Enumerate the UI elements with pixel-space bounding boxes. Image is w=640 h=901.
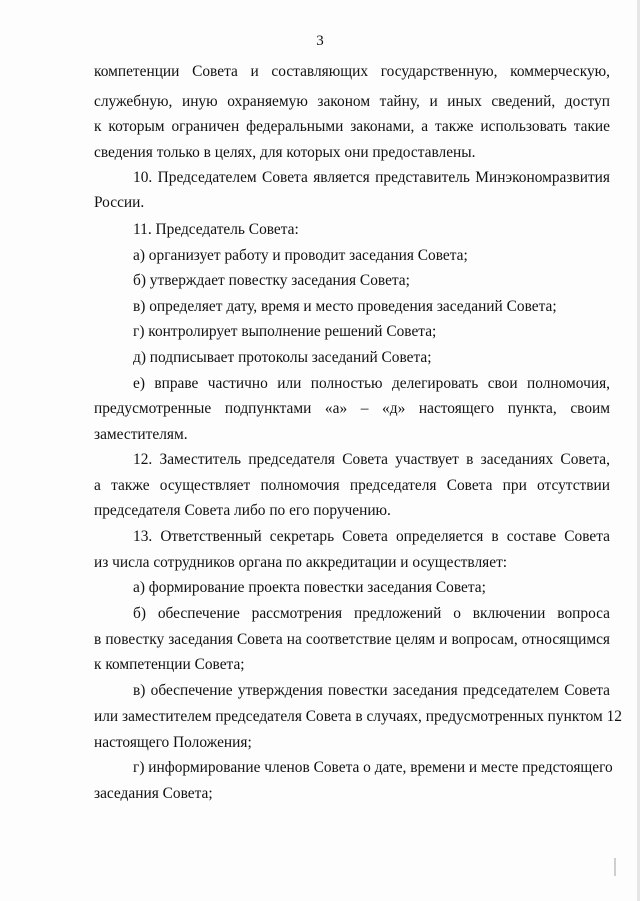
paragraph-line: из числа сотрудников органа по аккредитации и осуществляет:: [94, 554, 508, 571]
paragraph-line: г) информирование членов Совета о дате, времени и месте предстоящего: [133, 759, 613, 776]
paragraph-line: компетенции Совета и составляющих государственную, коммерческую,: [94, 63, 610, 80]
paragraph-line: России.: [94, 194, 145, 211]
paragraph-line: заместителям.: [94, 426, 188, 443]
paragraph-line: г) контролирует выполнение решений Совета;: [133, 323, 437, 340]
paragraph-line: настоящего Положения;: [94, 734, 252, 751]
paragraph-line: или заместителем председателя Совета в случаях, предусмотренных пунктом 12: [94, 708, 622, 725]
paragraph-line: а) организует работу и проводит заседания Совета;: [133, 247, 468, 264]
paragraph-line: д) подписывает протоколы заседаний Совета;: [133, 349, 432, 366]
paragraph-line: к которым ограничен федеральными законами, а также использовать такие: [94, 118, 610, 135]
paragraph-line: в) обеспечение утверждения повестки заседания председателем Совета: [133, 682, 610, 699]
paragraph-line: а) формирование проекта повестки заседания Совета;: [133, 579, 486, 596]
paragraph-line: сведения только в целях, для которых они предоставлены.: [94, 144, 476, 161]
paragraph-line: председателя Совета либо по его поручению.: [94, 502, 391, 519]
paragraph-line: б) утверждает повестку заседания Совета;: [133, 272, 410, 289]
paragraph-line: в повестку заседания Совета на соответствие целям и вопросам, относящимся: [94, 631, 610, 648]
paragraph-line: 12. Заместитель председателя Совета участвует в заседаниях Совета,: [133, 451, 610, 468]
paragraph-line: служебную, иную охраняемую законом тайну, и иных сведений, доступ: [94, 93, 610, 110]
paragraph-line: в) определяет дату, время и место проведения заседаний Совета;: [133, 298, 557, 315]
paragraph-line: е) вправе частично или полностью делегировать свои полномочия,: [133, 375, 610, 392]
paragraph-line: к компетенции Совета;: [94, 656, 245, 673]
paragraph-line: предусмотренные подпунктами «а» – «д» настоящего пункта, своим: [94, 400, 610, 417]
page-number: 3: [316, 33, 324, 49]
paragraph-line: 11. Председатель Совета:: [133, 221, 299, 238]
paragraph-line: 13. Ответственный секретарь Совета определяется в составе Совета: [133, 528, 610, 545]
scan-artifact: [614, 858, 616, 876]
paragraph-line: заседания Совета;: [94, 785, 213, 802]
paragraph-line: а также осуществляет полномочия председателя Совета при отсутствии: [94, 477, 610, 494]
paragraph-line: б) обеспечение рассмотрения предложений о включении вопроса: [133, 605, 610, 622]
paragraph-line: 10. Председателем Совета является представитель Минэкономразвития: [133, 169, 610, 186]
